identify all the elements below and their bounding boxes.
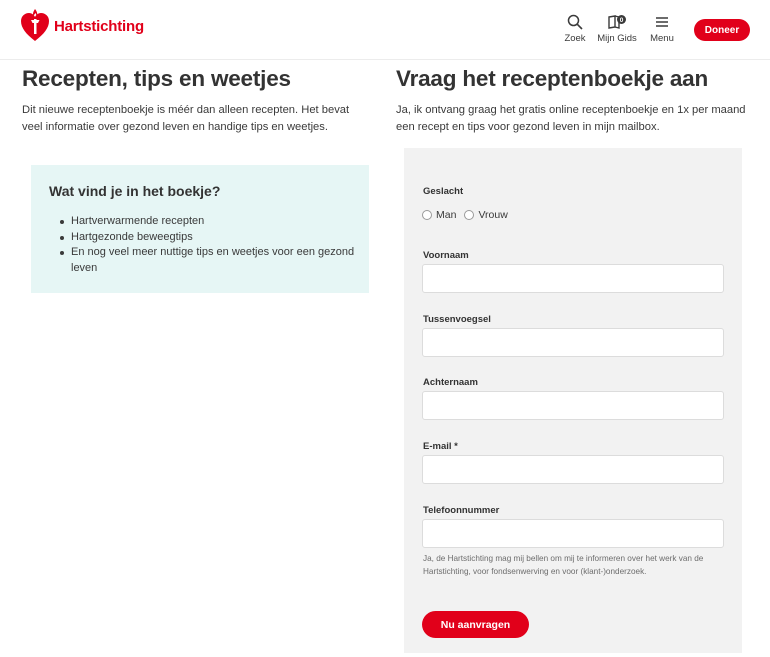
info-box-list xyxy=(71,214,356,276)
list-item: En nog veel meer nuttige tips en weetjes voor een gezond leven xyxy=(71,245,356,276)
guide-badge-count: 0 xyxy=(619,17,624,24)
heart-torch-logo-icon xyxy=(20,8,50,44)
phone-label: Telefoonnummer xyxy=(423,505,500,516)
logo-link[interactable] xyxy=(20,8,144,44)
last-name-label: Achternaam xyxy=(423,377,478,388)
submit-button[interactable]: Nu aanvragen xyxy=(422,611,529,638)
donate-button[interactable]: Doneer xyxy=(694,19,750,41)
nav-guide[interactable] xyxy=(594,14,640,44)
nav-menu[interactable] xyxy=(648,14,676,44)
radio-man-label[interactable]: Man xyxy=(436,209,457,221)
infix-label: Tussenvoegsel xyxy=(423,314,491,325)
gender-radio-group xyxy=(422,209,516,221)
search-icon xyxy=(567,14,583,30)
phone-consent-text: Ja, de Hartstichting mag mij bellen om mij te informeren over het werk van de Hartstichting, voor fondsenwerving en voor (klant-)onderzoek. xyxy=(423,554,704,576)
guide-icon xyxy=(606,14,628,30)
first-name-input[interactable] xyxy=(422,264,724,293)
hamburger-icon xyxy=(654,14,670,30)
list-item: Hartgezonde beweegtips xyxy=(71,230,356,246)
info-box-title: Wat vind je in het boekje? xyxy=(49,183,221,199)
logo-text: Hartstichting xyxy=(54,17,144,35)
gender-label: Geslacht xyxy=(423,186,464,197)
list-item: Hartverwarmende recepten xyxy=(71,214,356,230)
left-heading: Recepten, tips en weetjes xyxy=(22,66,291,91)
radio-vrouw-label[interactable]: Vrouw xyxy=(478,209,508,221)
radio-vrouw[interactable] xyxy=(464,210,474,220)
infix-input[interactable] xyxy=(422,328,724,357)
first-name-label: Voornaam xyxy=(423,250,469,261)
request-form xyxy=(404,148,742,653)
left-intro-text: Dit nieuwe receptenboekje is méér dan alleen recepten. Het bevat veel informatie over gezond leven en handige tips en weetjes. xyxy=(22,104,350,133)
last-name-input[interactable] xyxy=(422,391,724,420)
email-label: E-mail * xyxy=(423,441,458,452)
nav-guide-label: Mijn Gids xyxy=(597,33,637,44)
nav-menu-label: Menu xyxy=(650,33,674,44)
nav-search[interactable] xyxy=(563,14,587,44)
site-header xyxy=(0,0,770,60)
info-box xyxy=(31,165,369,293)
right-intro-text: Ja, ik ontvang graag het gratis online receptenboekje en 1x per maand een recept en tips voor gezond leven in mijn mailbox. xyxy=(396,104,746,133)
email-input[interactable] xyxy=(422,455,724,484)
nav-search-label: Zoek xyxy=(564,33,586,44)
radio-man[interactable] xyxy=(422,210,432,220)
phone-input[interactable] xyxy=(422,519,724,548)
right-heading: Vraag het receptenboekje aan xyxy=(396,66,709,91)
